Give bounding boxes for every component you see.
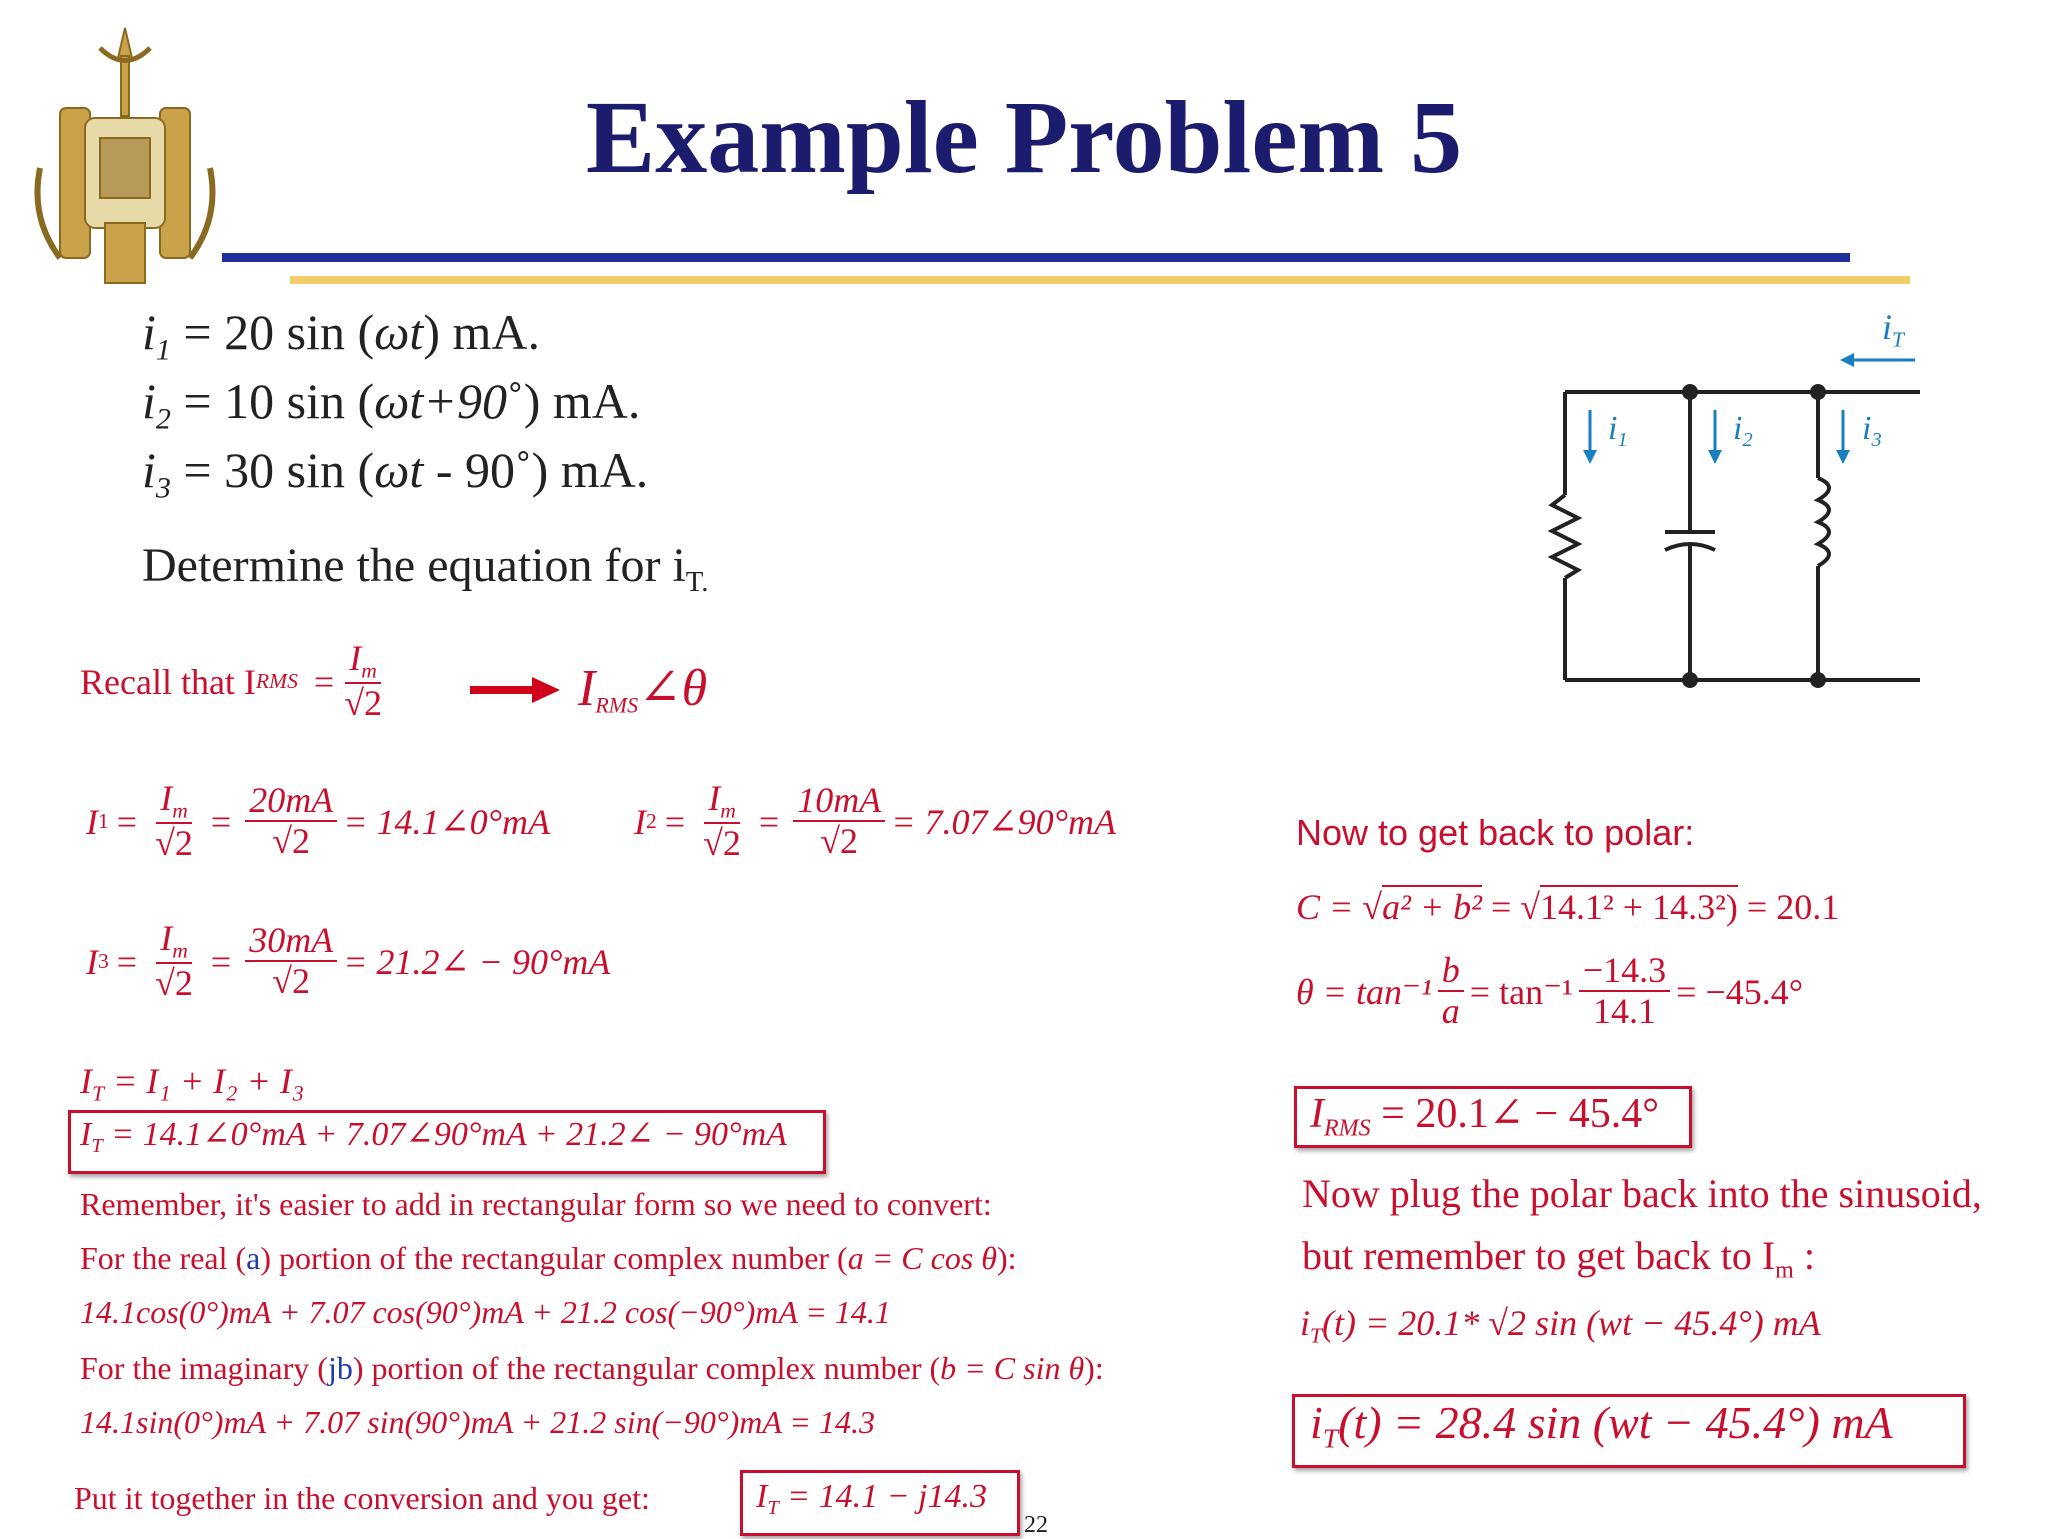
sum-line-2: $I_T$ = 14.1∠0°mA + 7.07∠90°mA + 21.2∠ − 90°mA <box>80 1116 787 1158</box>
title-underline-gold <box>290 276 1910 284</box>
given-i1: $i_1 = 20$ sin (ωt) mA. <box>142 304 540 367</box>
sum-line-1: $I_T = I_1 + I_2 + I_3$ <box>80 1061 305 1106</box>
title-underline-blue <box>222 253 1850 262</box>
irms-result: $I_{RMS}$ = 20.1∠ − 45.4° <box>1310 1091 1660 1142</box>
plug-text-2: but remember to get back to $I_m$ : <box>1302 1233 1815 1284</box>
magnitude-equation: C = √a² + b² = √14.1² + 14.3²) = 20.1 <box>1296 887 1840 927</box>
parallel-rlc-circuit-diagram <box>1540 300 1930 700</box>
page-title: Example Problem 5 <box>585 80 1463 195</box>
arrow-right-icon <box>470 675 560 705</box>
given-i2: $i_2 = 10$ sin (ωt+90˚) mA. <box>142 373 641 436</box>
plug-text-1: Now plug the polar back into the sinusoid, <box>1302 1171 1982 1216</box>
remember-text: Remember, it's easier to add in rectangular form so we need to convert: <box>80 1186 992 1222</box>
circuit-label-i3: $i_3$ <box>1862 410 1882 452</box>
circuit-label-iT: $i_T$ <box>1882 307 1905 352</box>
recall-rms-formula: Recall that I RMS = $\frac{I_m}{√2}$ <box>80 638 382 724</box>
it-intermediate-equation: $i_T(t) = 20.1*$ √2 sin (wt − 45.4°) mA <box>1300 1303 1821 1348</box>
given-i3: $i_3 = 30$ sin (ωt - 90˚) mA. <box>142 442 649 505</box>
recall-result: $I_{RMS}\angle\theta$ <box>578 660 708 718</box>
it-rectangular-result: $I_T = 14.1 - j14.3$ <box>756 1478 988 1520</box>
page-number: 22 <box>1024 1512 1048 1538</box>
final-answer: $i_T(t) = 28.4$ sin (wt − 45.4°) mA <box>1310 1397 1893 1454</box>
real-portion-text: For the real (a) portion of the rectangular complex number (a = C cos θ): <box>80 1240 1017 1276</box>
phasor-i1: I 1 = $\frac{I_m}{√2}$ = $\frac{20mA}{√2}$ = 14.1∠0°mA <box>86 778 551 864</box>
polar-heading: Now to get back to polar: <box>1296 812 1695 853</box>
real-portion-equation: 14.1cos(0°)mA + 7.07 cos(90°)mA + 21.2 cos(−90°)mA = 14.1 <box>80 1294 891 1330</box>
circuit-label-i2: $i_2$ <box>1733 410 1753 452</box>
angle-equation: θ = tan⁻¹ $\frac{b}{a}$ = tan⁻¹ $\frac{-14.3}{14.1}$ = −45.4° <box>1296 950 1804 1031</box>
imag-portion-text: For the imaginary (jb) portion of the rectangular complex number (b = C sin θ): <box>80 1350 1104 1386</box>
put-together-text: Put it together in the conversion and you get: <box>74 1480 650 1516</box>
imag-portion-equation: 14.1sin(0°)mA + 7.07 sin(90°)mA + 21.2 sin(−90°)mA = 14.3 <box>80 1404 875 1440</box>
circuit-label-i1: $i_1$ <box>1608 410 1628 452</box>
phasor-i2: I 2 = $\frac{I_m}{√2}$ = $\frac{10mA}{√2}$ = 7.07∠90°mA <box>634 778 1117 864</box>
phasor-i3: I 3 = $\frac{I_m}{√2}$ = $\frac{30mA}{√2}$ = 21.2∠ − 90°mA <box>86 918 611 1004</box>
task-statement: Determine the equation for $i_{T.}$ <box>142 539 709 599</box>
